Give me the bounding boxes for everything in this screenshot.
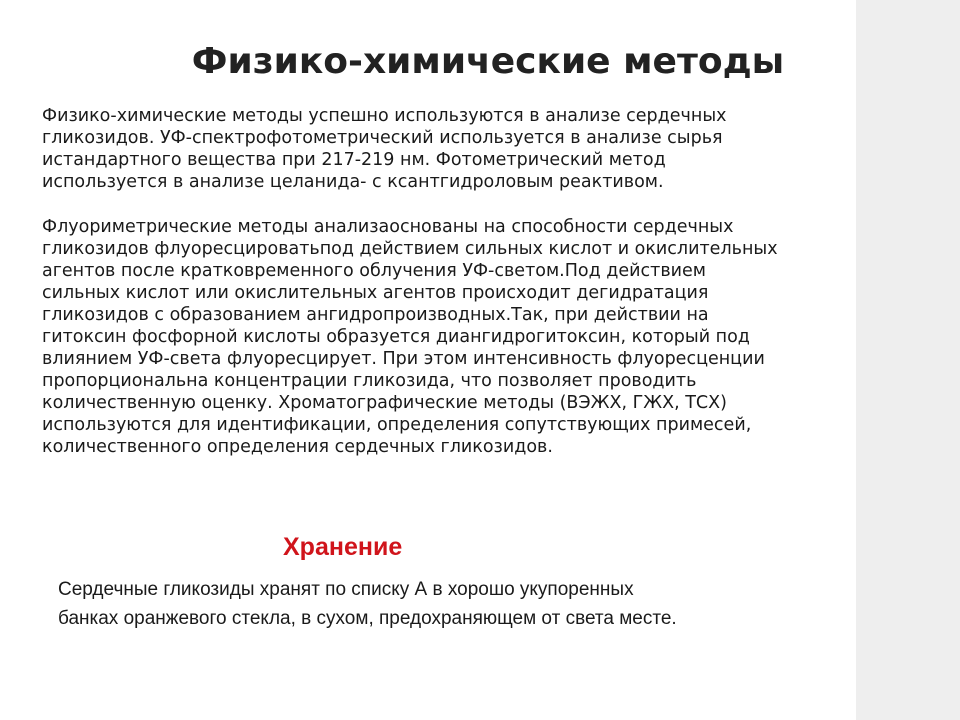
storage-heading: Хранение [283, 533, 403, 561]
paragraph-methods-intro: Физико-химические методы успешно используются в анализе сердечных гликозидов. УФ-спектрофотометрический используется в анализе сырья истандартного вещества при 217-219 нм. Фотометрический метод используется в анализе целанида- с ксантгидроловым реактивом. [42, 106, 727, 192]
side-band [856, 0, 960, 720]
paragraph-fluorimetric: Флуориметрические методы анализаоснованы на способности сердечных гликозидов флуоресцироватьпод действием сильных кислот и окислительных агентов после кратковременного облучения УФ-светом.Под действием сильных кислот или окислительных агентов происходит дегидратация гликозидов с образованием ангидропроизводных.Так, при действии на гитоксин фосфорной кислоты образуется диангидрогитоксин, который под влиянием УФ-света флуоресцирует. При этом интенсивность флуоресценции пропорциональна концентрации гликозида, что позволяет проводить количественную оценку. Хроматографические методы (ВЭЖХ, ГЖХ, ТСХ) используются для идентификации, определения сопутствующих примесей, количественного определения сердечных гликозидов. [42, 217, 778, 457]
storage-text: Сердечные гликозиды хранят по списку А в хорошо укупоренных банках оранжевого стекла, в сухом, предохраняющем от света месте. [58, 579, 677, 629]
slide-title: Физико-химические методы [191, 41, 785, 82]
